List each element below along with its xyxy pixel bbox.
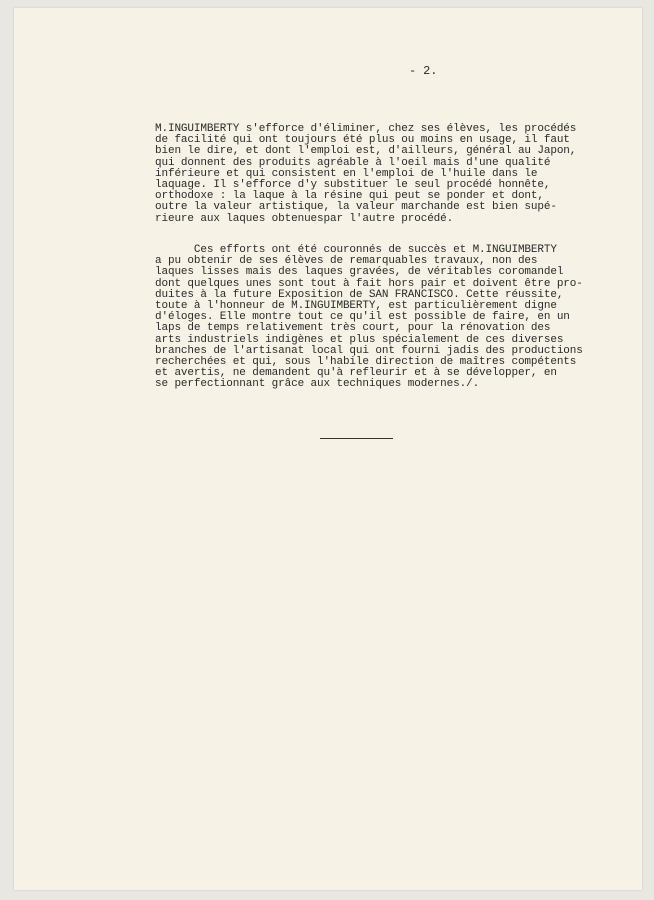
paragraph-line: se perfectionnant grâce aux techniques modernes./. (155, 378, 480, 391)
paragraph-line: et avertis, ne demandent qu'à refleurir et à se développer, en (155, 367, 557, 380)
paragraph-line: recherchées et qui, sous l'habile direction de maîtres compétents (155, 356, 577, 369)
paragraph-line: toute à l'honneur de M.INGUIMBERTY, est particulièrement digne (155, 300, 557, 313)
paragraph-line: Ces efforts ont été couronnés de succès et M.INGUIMBERTY (155, 244, 557, 256)
paragraph-line: duites à la future Exposition de SAN FRANCISCO. Cette réussite, (155, 288, 564, 301)
paragraph-line: a pu obtenir de ses élèves de remarquables travaux, non des (155, 255, 538, 268)
paragraph-line: qui donnent des produits agréable à l'oeil mais d'une qualité (155, 156, 551, 169)
paragraph-line: bien le dire, et dont l'emploi est, d'ailleurs, général au Japon, (155, 145, 577, 158)
paragraph-line: inférieure et qui consistent en l'emploi de l'huile dans le (155, 167, 538, 180)
paragraph-line: d'éloges. Elle montre tout ce qu'il est possible de faire, en un (155, 311, 570, 324)
paragraph-line: de facilité qui ont toujours été plus ou moins en usage, il faut (155, 134, 570, 147)
paragraph-line: orthodoxe : la laque à la résine qui peut se ponder et dont, (155, 190, 544, 203)
page-number: - 2. (409, 64, 438, 78)
paragraph-line: branches de l'artisanat local qui ont fourni jadis des productions (155, 344, 583, 357)
paragraph-line: laques lisses mais des laques gravées, de véritables coromandel (155, 266, 564, 279)
paragraph-1 (155, 124, 576, 225)
end-rule (320, 438, 393, 439)
paragraph-line: rieure aux laques obtenuespar l'autre procédé. (155, 212, 454, 225)
paragraph-line: outre la valeur artistique, la valeur marchande est bien supé- (155, 201, 557, 214)
paragraph-line: M.INGUIMBERTY s'efforce d'éliminer, chez ses élèves, les procédés (155, 123, 577, 135)
paragraph-line: laquage. Il s'efforce d'y substituer le seul procédé honnête, (155, 179, 551, 192)
document-page (14, 8, 642, 890)
paragraph-line: laps de temps relativement très court, pour la rénovation des (155, 322, 551, 335)
paragraph-line: dont quelques unes sont tout à fait hors pair et doivent être pro- (155, 277, 583, 290)
paragraph-2 (155, 245, 583, 391)
paragraph-line: arts industriels indigènes et plus spécialement de ces diverses (155, 333, 564, 346)
